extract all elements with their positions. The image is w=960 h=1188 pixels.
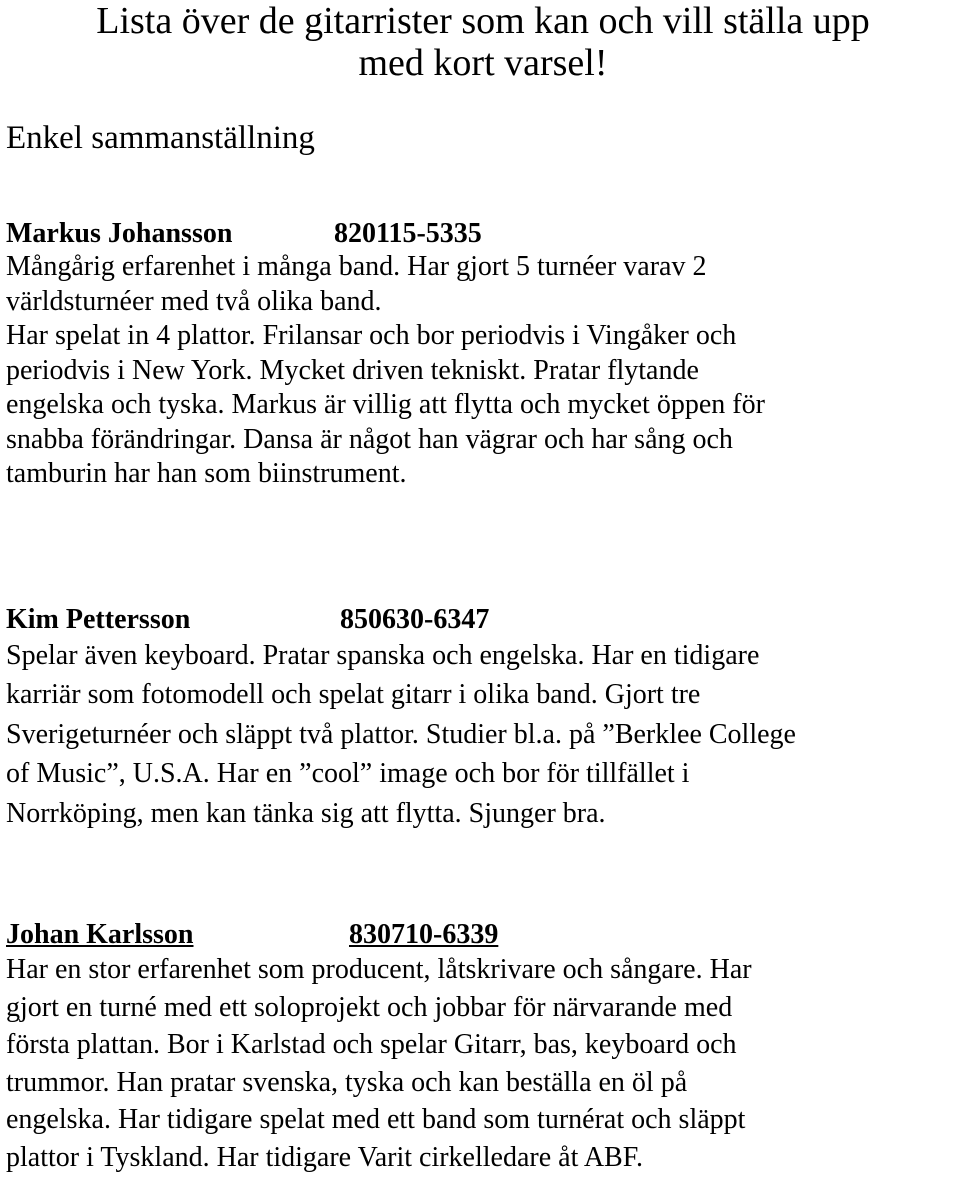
guitarist-entry-markus-johansson <box>6 218 960 492</box>
entry-description-line: engelska och tyska. Markus är villig att flytta och mycket öppen för <box>6 389 765 420</box>
entry-description-line: Mångårig erfarenhet i många band. Har gjort 5 turnéer varav 2 <box>6 251 707 282</box>
entry-description-line: Norrköping, men kan tänka sig att flytta. Sjunger bra. <box>6 797 606 829</box>
entry-id-number: 830710-6339 <box>349 919 499 950</box>
entry-description-line: Spelar även keyboard. Pratar spanska och engelska. Har en tidigare <box>6 640 760 671</box>
entry-description-line: snabba förändringar. Dansa är något han vägrar och har sång och <box>6 423 733 455</box>
entry-description-line: Sverigeturnéer och släppt två plattor. Studier bl.a. på ”Berklee College <box>6 718 796 750</box>
entry-name: Johan Karlsson <box>6 919 194 950</box>
entry-id-number: 850630-6347 <box>340 604 490 635</box>
document-title-line: med kort varsel! <box>358 42 608 84</box>
entry-description <box>6 250 960 492</box>
entry-description-line: periodvis i New York. Mycket driven tekniskt. Pratar flytande <box>6 354 699 386</box>
entry-description-line: gjort en turné med ett soloprojekt och jobbar för närvarande med <box>6 991 733 1023</box>
document-subtitle: Enkel sammanställning <box>6 120 315 156</box>
guitarist-entry-johan-karlsson <box>6 919 960 1177</box>
entry-description-line: trummor. Han pratar svenska, tyska och kan beställa en öl på <box>6 1066 688 1098</box>
entry-description-line: tamburin har han som biinstrument. <box>6 458 407 489</box>
entry-id-number: 820115-5335 <box>334 218 482 249</box>
document-title <box>6 0 960 84</box>
entry-description <box>6 636 960 833</box>
document-page <box>6 0 960 156</box>
entry-header <box>6 919 960 951</box>
entry-description-line: of Music”, U.S.A. Har en ”cool” image och bor för tillfället i <box>6 758 690 790</box>
entry-description-line: världsturnéer med två olika band. <box>6 285 382 317</box>
entry-description-line: plattor i Tyskland. Har tidigare Varit cirkelledare åt ABF. <box>6 1141 644 1173</box>
entry-description-line: Har spelat in 4 plattor. Frilansar och bor periodvis i Vingåker och <box>6 320 737 351</box>
entry-name: Markus Johansson <box>6 218 233 249</box>
entry-description-line: engelska. Har tidigare spelat med ett band som turnérat och släppt <box>6 1104 746 1136</box>
entry-description-line: karriär som fotomodell och spelat gitarr i olika band. Gjort tre <box>6 679 701 711</box>
entry-description-line: Har en stor erfarenhet som producent, låtskrivare och sångare. Har <box>6 954 752 985</box>
entry-header <box>6 604 960 636</box>
document-title-line: Lista över de gitarrister som kan och vill ställa upp <box>96 0 870 42</box>
entry-description <box>6 951 960 1177</box>
guitarist-entry-kim-pettersson <box>6 604 960 833</box>
entry-name: Kim Pettersson <box>6 604 191 635</box>
entry-header <box>6 218 960 250</box>
entry-description-line: första plattan. Bor i Karlstad och spelar Gitarr, bas, keyboard och <box>6 1029 737 1061</box>
